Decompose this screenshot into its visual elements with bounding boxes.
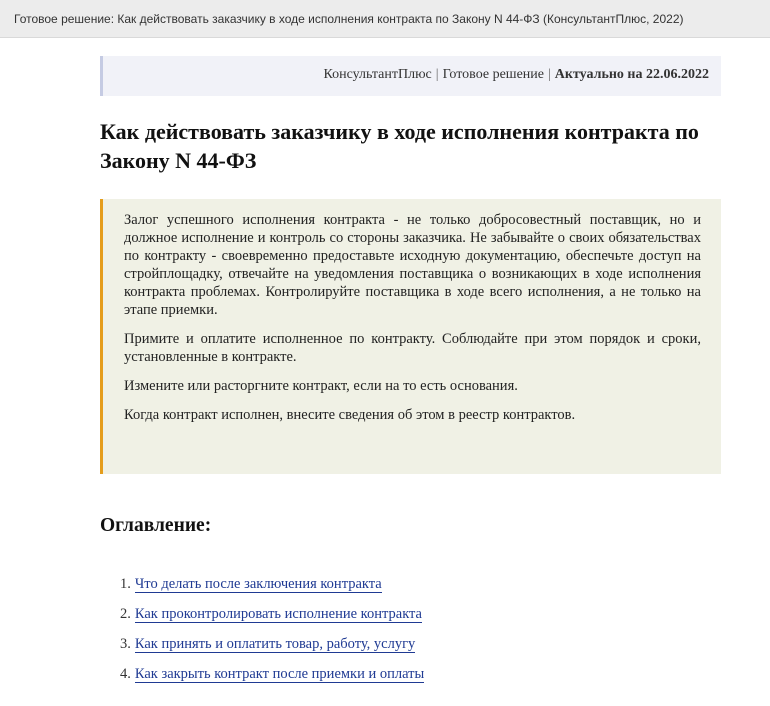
summary-paragraph: Залог успешного исполнения контракта - не только добросовестный поставщик, но и должное исполнение и контроль со стороны заказчика. Не забывайте о своих обязательствах по контракту - своевременно предоставьте исходную документацию, обеспечьте доступ на стройплощадку, отвечайте на уведомления поставщика о возникающих в ходе исполнения контракта проблемах. Контролируйте поставщика в ходе всего исполнения, а не только на этапе приемки.	[124, 212, 701, 318]
table-of-contents	[120, 574, 424, 694]
toc-link[interactable]: Как принять и оплатить товар, работу, услугу	[134, 636, 416, 652]
toc-link[interactable]: Как проконтролировать исполнение контракта	[134, 606, 422, 622]
summary-box	[100, 199, 721, 474]
summary-paragraph: Примите и оплатите исполненное по контракту. Соблюдайте при этом порядок и сроки, установленные в контракте.	[124, 331, 701, 365]
header-separator: |	[435, 67, 439, 82]
toc-item-number: 4.	[120, 666, 131, 682]
toc-item	[120, 574, 424, 604]
toc-item	[120, 604, 424, 634]
header-actual-date: Актуально на 22.06.2022	[554, 67, 709, 82]
summary-paragraph: Измените или расторгните контракт, если на то есть основания.	[124, 378, 518, 394]
header-source: КонсультантПлюс	[323, 67, 432, 82]
toc-link[interactable]: Что делать после заключения контракта	[134, 576, 382, 592]
toc-item	[120, 634, 424, 664]
toc-heading: Оглавление:	[100, 515, 212, 536]
header-doc-type: Готовое решение	[442, 67, 544, 82]
window-title-bar	[0, 0, 770, 38]
toc-item	[120, 664, 424, 694]
summary-paragraph: Когда контракт исполнен, внесите сведения об этом в реестр контрактов.	[124, 407, 576, 423]
toc-item-number: 3.	[120, 636, 131, 652]
toc-link[interactable]: Как закрыть контракт после приемки и оплаты	[134, 666, 425, 682]
page-title: Как действовать заказчику в ходе исполнения контракта по Закону N 44-ФЗ	[100, 119, 699, 173]
toc-item-number: 2.	[120, 606, 131, 622]
window-title: Готовое решение: Как действовать заказчику в ходе исполнения контракта по Закону N 44-ФЗ (КонсультантПлюс, 2022)	[14, 12, 684, 26]
header-separator: |	[547, 67, 551, 82]
document-header	[100, 56, 721, 96]
toc-item-number: 1.	[120, 576, 131, 592]
